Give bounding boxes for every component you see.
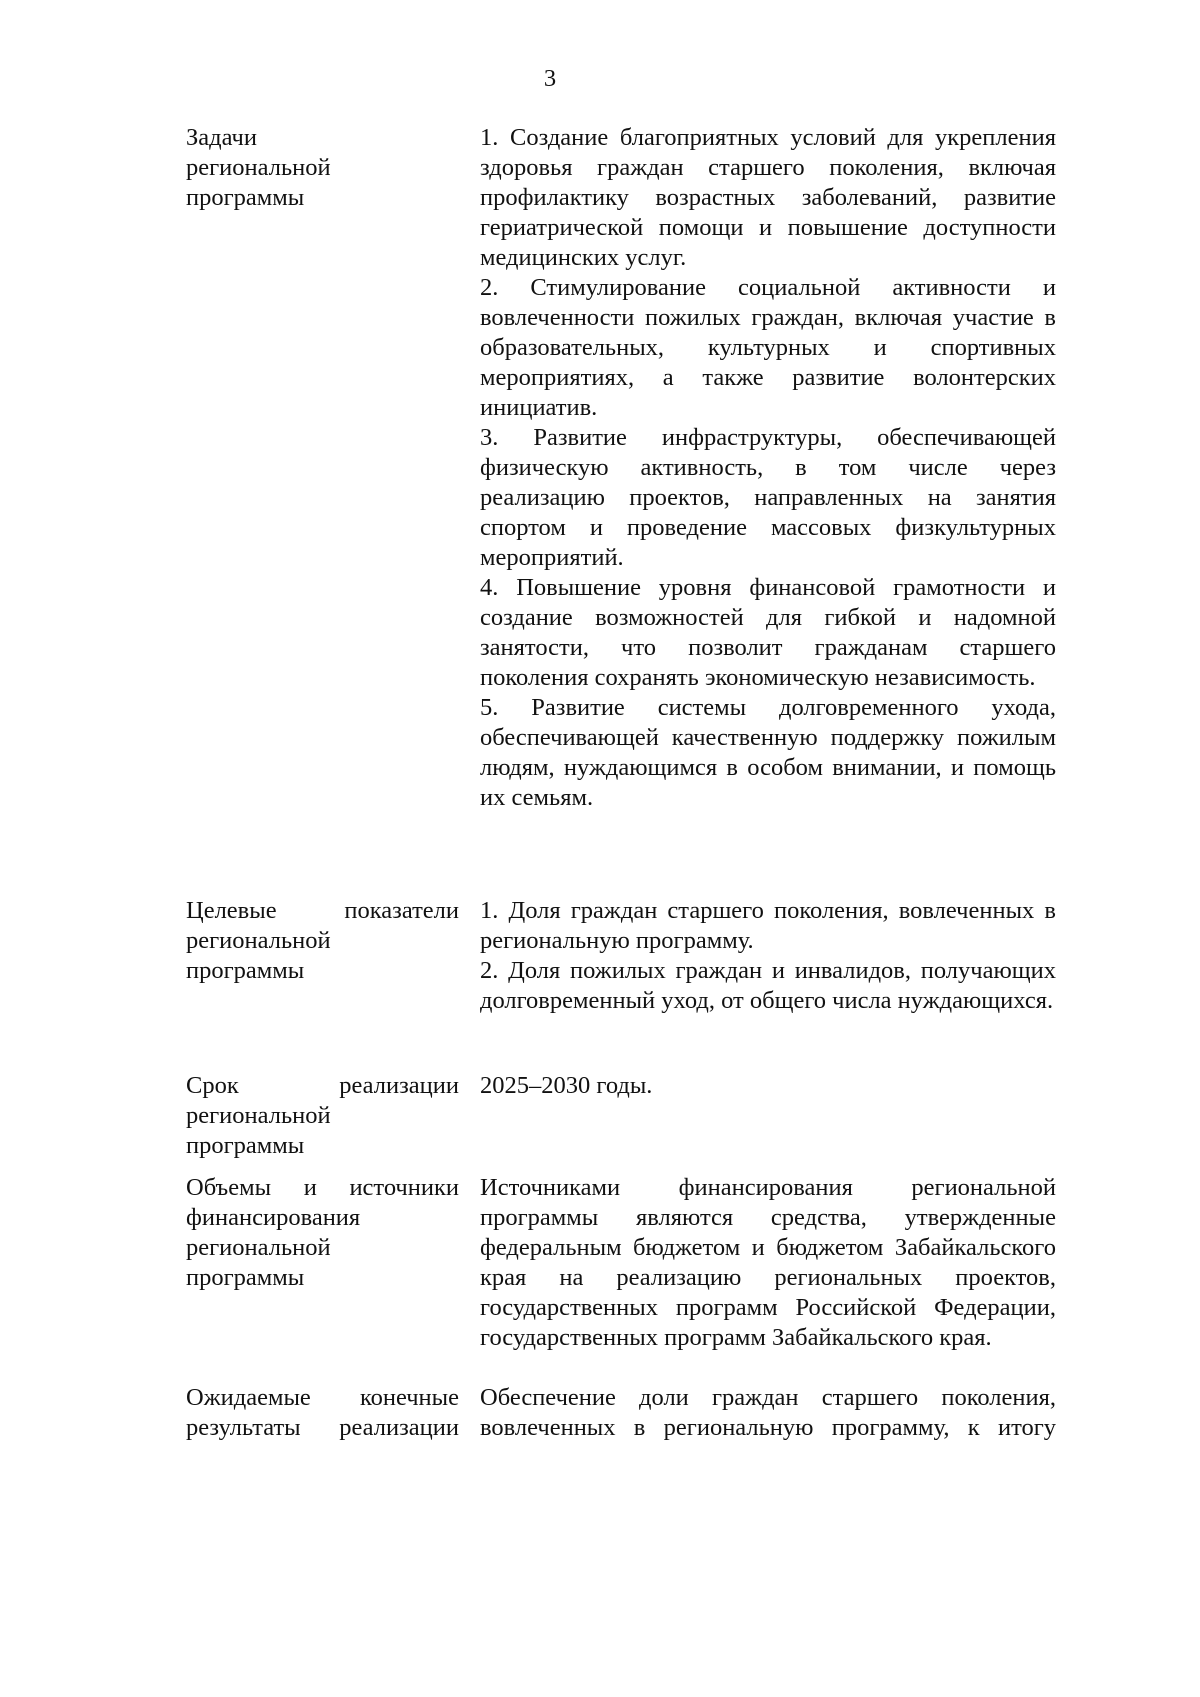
task-item: 4. Повышение уровня финансовой грамотности и создание возможностей для гибкой и надомной занятости, что позволит гражданам старшего поколения сохранять экономическую независимость.	[480, 574, 1056, 691]
section-content	[480, 896, 1056, 1016]
label-line: программы	[186, 957, 305, 984]
target-item: 2. Доля пожилых граждан и инвалидов, получающих долговременный уход, от общего числа нуждающихся.	[480, 957, 1056, 1014]
section-label	[186, 896, 459, 986]
task-item: 3. Развитие инфраструктуры, обеспечивающей физическую активность, в том числе через реализацию проектов, направленных на занятия спортом и проведение массовых физкультурных мероприятий.	[480, 424, 1056, 571]
label-line: программы	[186, 1132, 305, 1159]
section-content	[480, 1071, 1056, 1101]
section-label	[186, 1071, 459, 1161]
section-label	[186, 123, 459, 213]
term-value: 2025–2030 годы.	[480, 1072, 653, 1099]
results-text: Обеспечение доли граждан старшего поколения, вовлеченных в региональную программу, к итогу	[480, 1384, 1056, 1441]
funding-text: Источниками финансирования региональной программы являются средства, утвержденные федеральным бюджетом и бюджетом Забайкальского края на реализацию региональных проектов, государственных программ Российской Федерации, государственных программ Забайкальского края.	[480, 1174, 1056, 1351]
task-item: 5. Развитие системы долговременного ухода, обеспечивающей качественную поддержку пожилым людям, нуждающимся в особом внимании, и помощь их семьям.	[480, 694, 1056, 811]
section-label	[186, 1383, 459, 1443]
label-line: Целевые показатели	[186, 897, 459, 924]
label-line: региональной	[186, 154, 331, 181]
label-line: финансирования	[186, 1204, 361, 1231]
label-line: Ожидаемые конечные	[186, 1384, 459, 1411]
label-line: региональной	[186, 1102, 331, 1129]
label-line: региональной	[186, 1234, 331, 1261]
section-content	[480, 1383, 1056, 1443]
section-content	[480, 1173, 1056, 1353]
label-line: программы	[186, 184, 305, 211]
label-line: Задачи	[186, 124, 257, 151]
section-label	[186, 1173, 459, 1293]
label-line: результаты реализации	[186, 1414, 459, 1441]
task-item: 2. Стимулирование социальной активности и вовлеченности пожилых граждан, включая участие в образовательных, культурных и спортивных мероприятиях, а также развитие волонтерских инициатив.	[480, 274, 1056, 421]
section-content	[480, 123, 1056, 813]
target-item: 1. Доля граждан старшего поколения, вовлеченных в региональную программу.	[480, 897, 1056, 954]
label-line: Срок реализации	[186, 1072, 459, 1099]
label-line: региональной	[186, 927, 331, 954]
page-number: 3	[543, 65, 557, 92]
task-item: 1. Создание благоприятных условий для укрепления здоровья граждан старшего поколения, включая профилактику возрастных заболеваний, развитие гериатрической помощи и повышение доступности медицинских услуг.	[480, 124, 1056, 271]
label-line: Объемы и источники	[186, 1174, 459, 1201]
label-line: программы	[186, 1264, 305, 1291]
